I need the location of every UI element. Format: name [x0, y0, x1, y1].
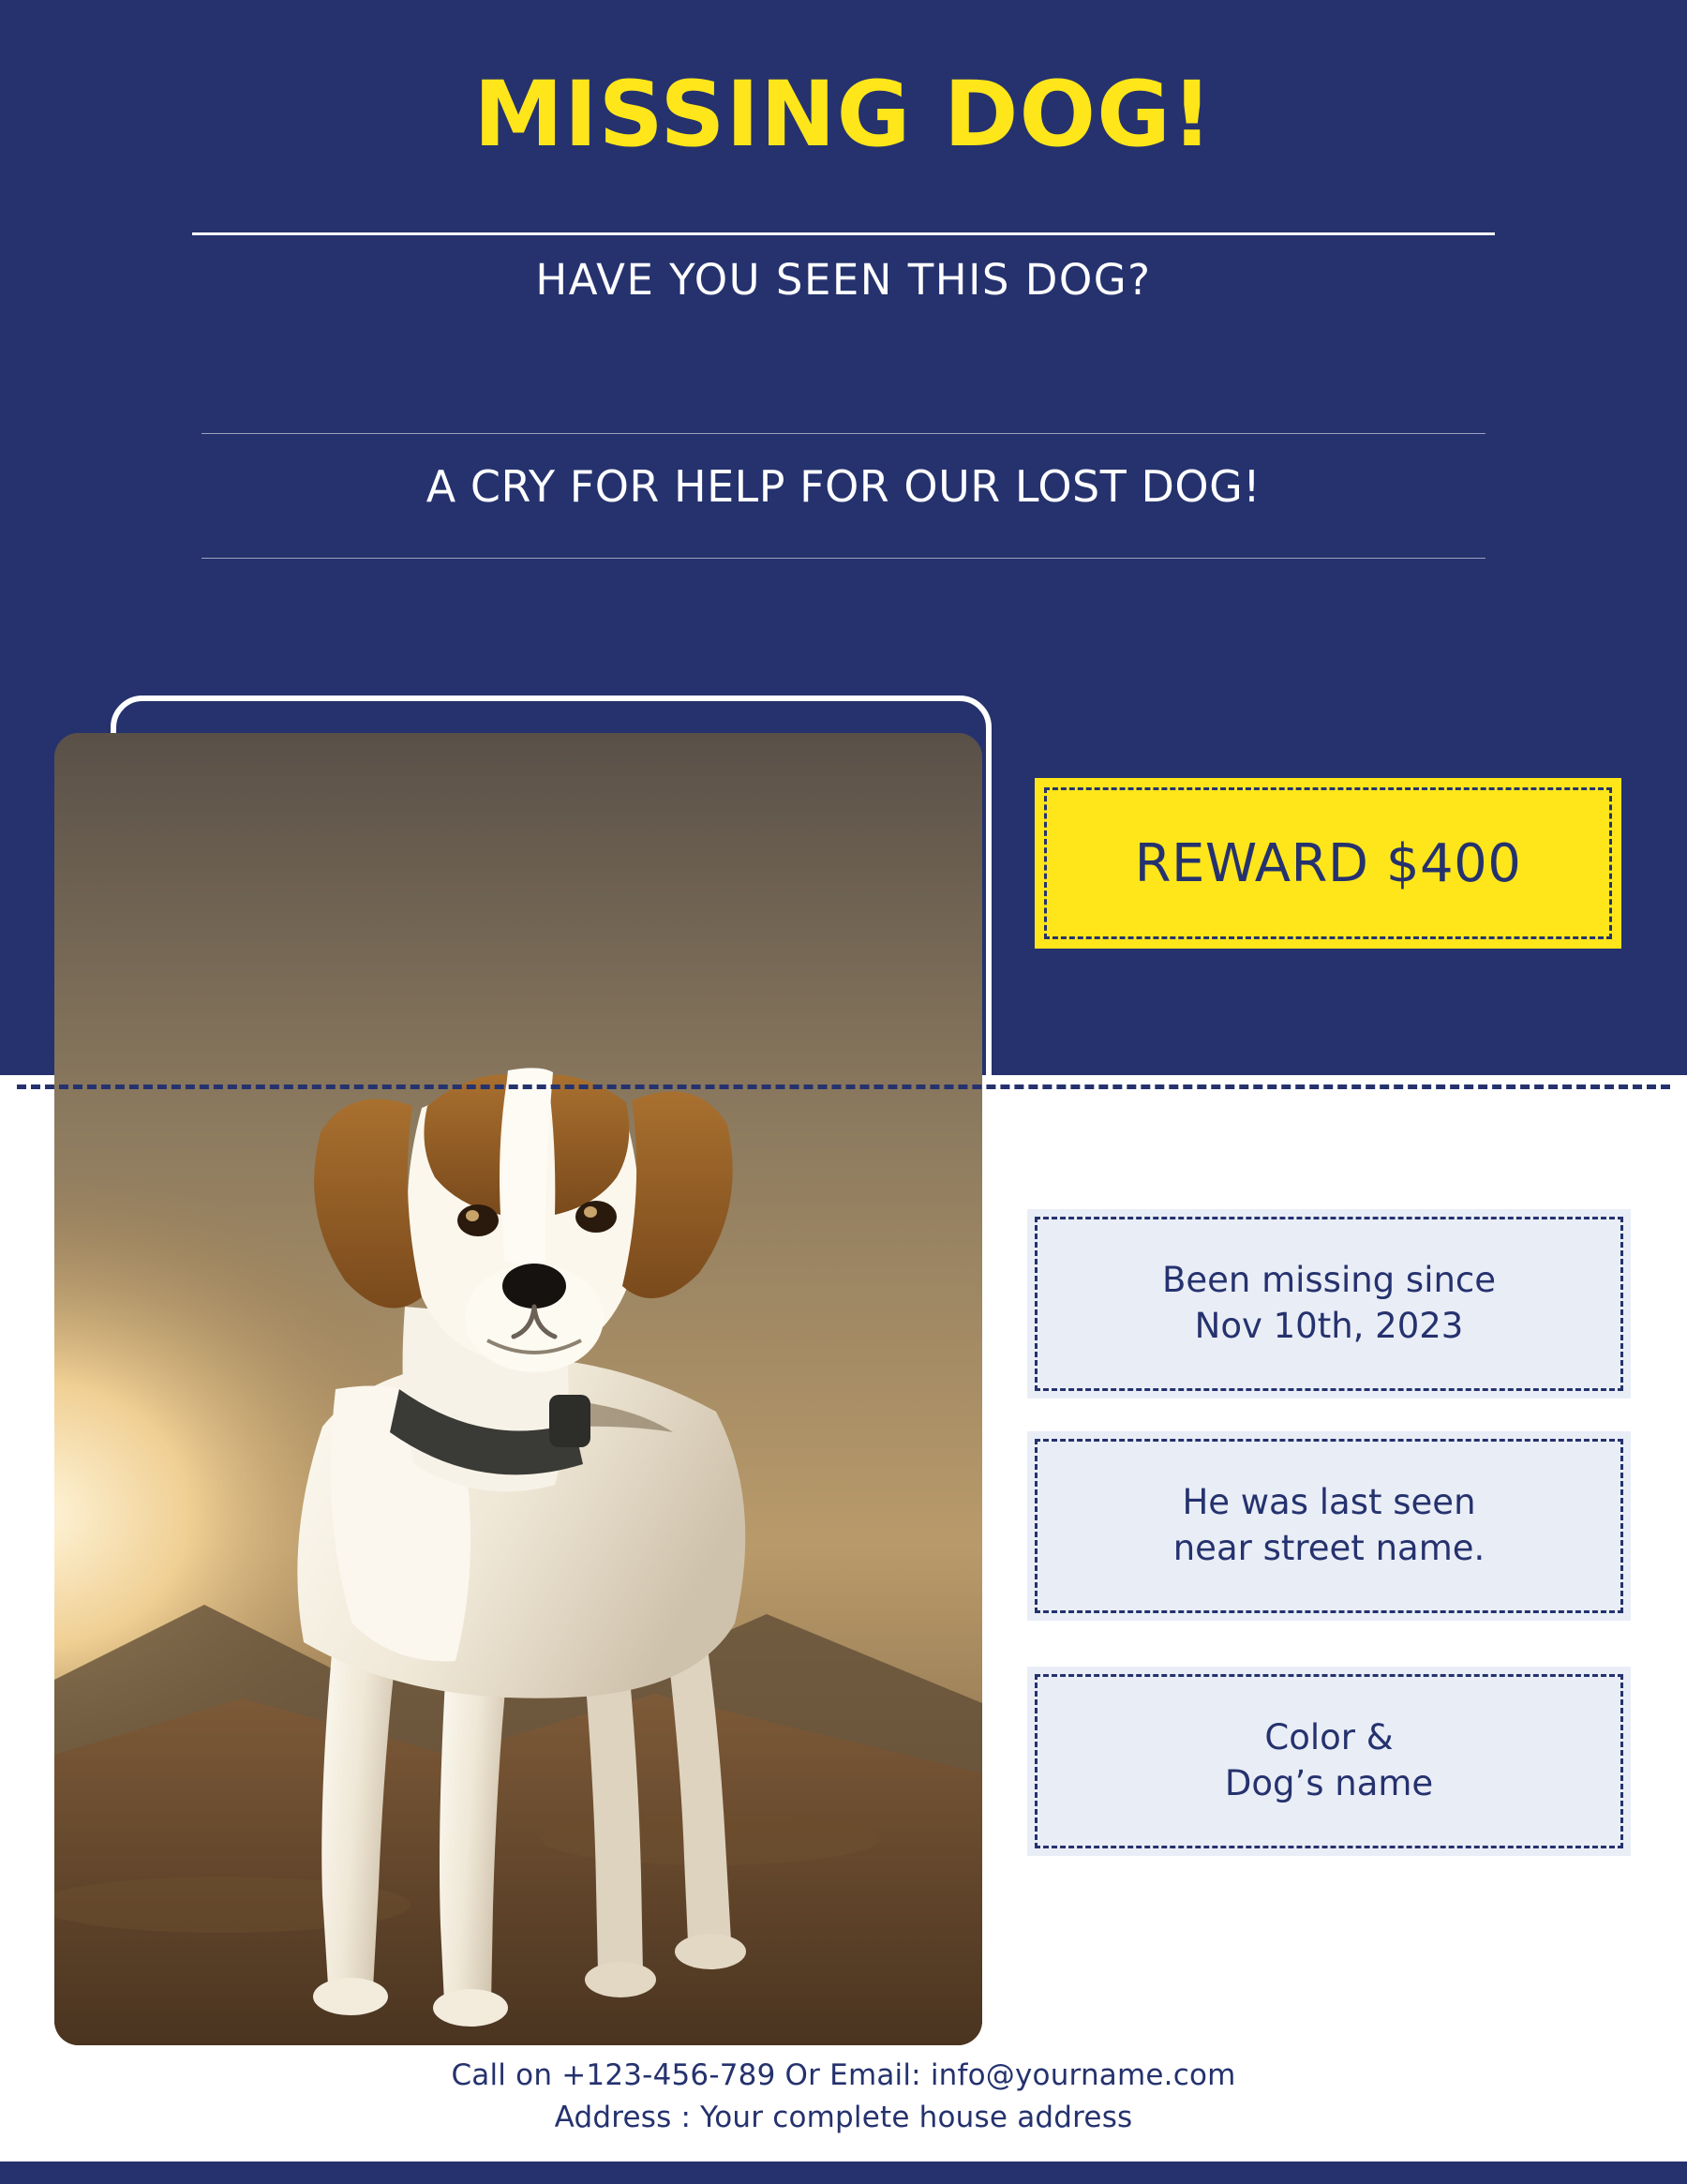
info-line-2: Nov 10th, 2023	[1194, 1306, 1464, 1346]
dog-photo	[54, 733, 982, 2045]
info-box-text	[1027, 1431, 1631, 1621]
info-line-1: Color &	[1264, 1717, 1394, 1758]
banner-divider-bottom	[202, 558, 1485, 559]
page-title: MISSING DOG!	[473, 62, 1214, 167]
info-box-missing-since	[1027, 1209, 1631, 1399]
bottom-bar	[0, 2162, 1687, 2184]
info-box-text	[1027, 1667, 1631, 1856]
info-line-2: near street name.	[1172, 1528, 1485, 1568]
reward-badge	[1035, 778, 1621, 949]
footer-address: Address : Your complete house address	[554, 2100, 1133, 2134]
title-divider	[192, 232, 1495, 235]
footer	[0, 2055, 1687, 2139]
info-box-last-seen	[1027, 1431, 1631, 1621]
banner-text: A CRY FOR HELP FOR OUR LOST DOG!	[425, 461, 1262, 512]
info-line-2: Dog’s name	[1224, 1763, 1434, 1803]
info-line-1: He was last seen	[1182, 1482, 1476, 1523]
footer-contact: Call on +123-456-789 Or Email: info@yourname.com	[451, 2058, 1236, 2092]
banner-divider-top	[202, 433, 1485, 434]
page-subtitle: HAVE YOU SEEN THIS DOG?	[535, 255, 1152, 305]
reward-label: REWARD $400	[1134, 832, 1522, 894]
info-box-text	[1027, 1209, 1631, 1399]
section-divider-dashed	[17, 1085, 1670, 1089]
info-line-1: Been missing since	[1161, 1260, 1497, 1301]
info-box-color-name	[1027, 1667, 1631, 1856]
